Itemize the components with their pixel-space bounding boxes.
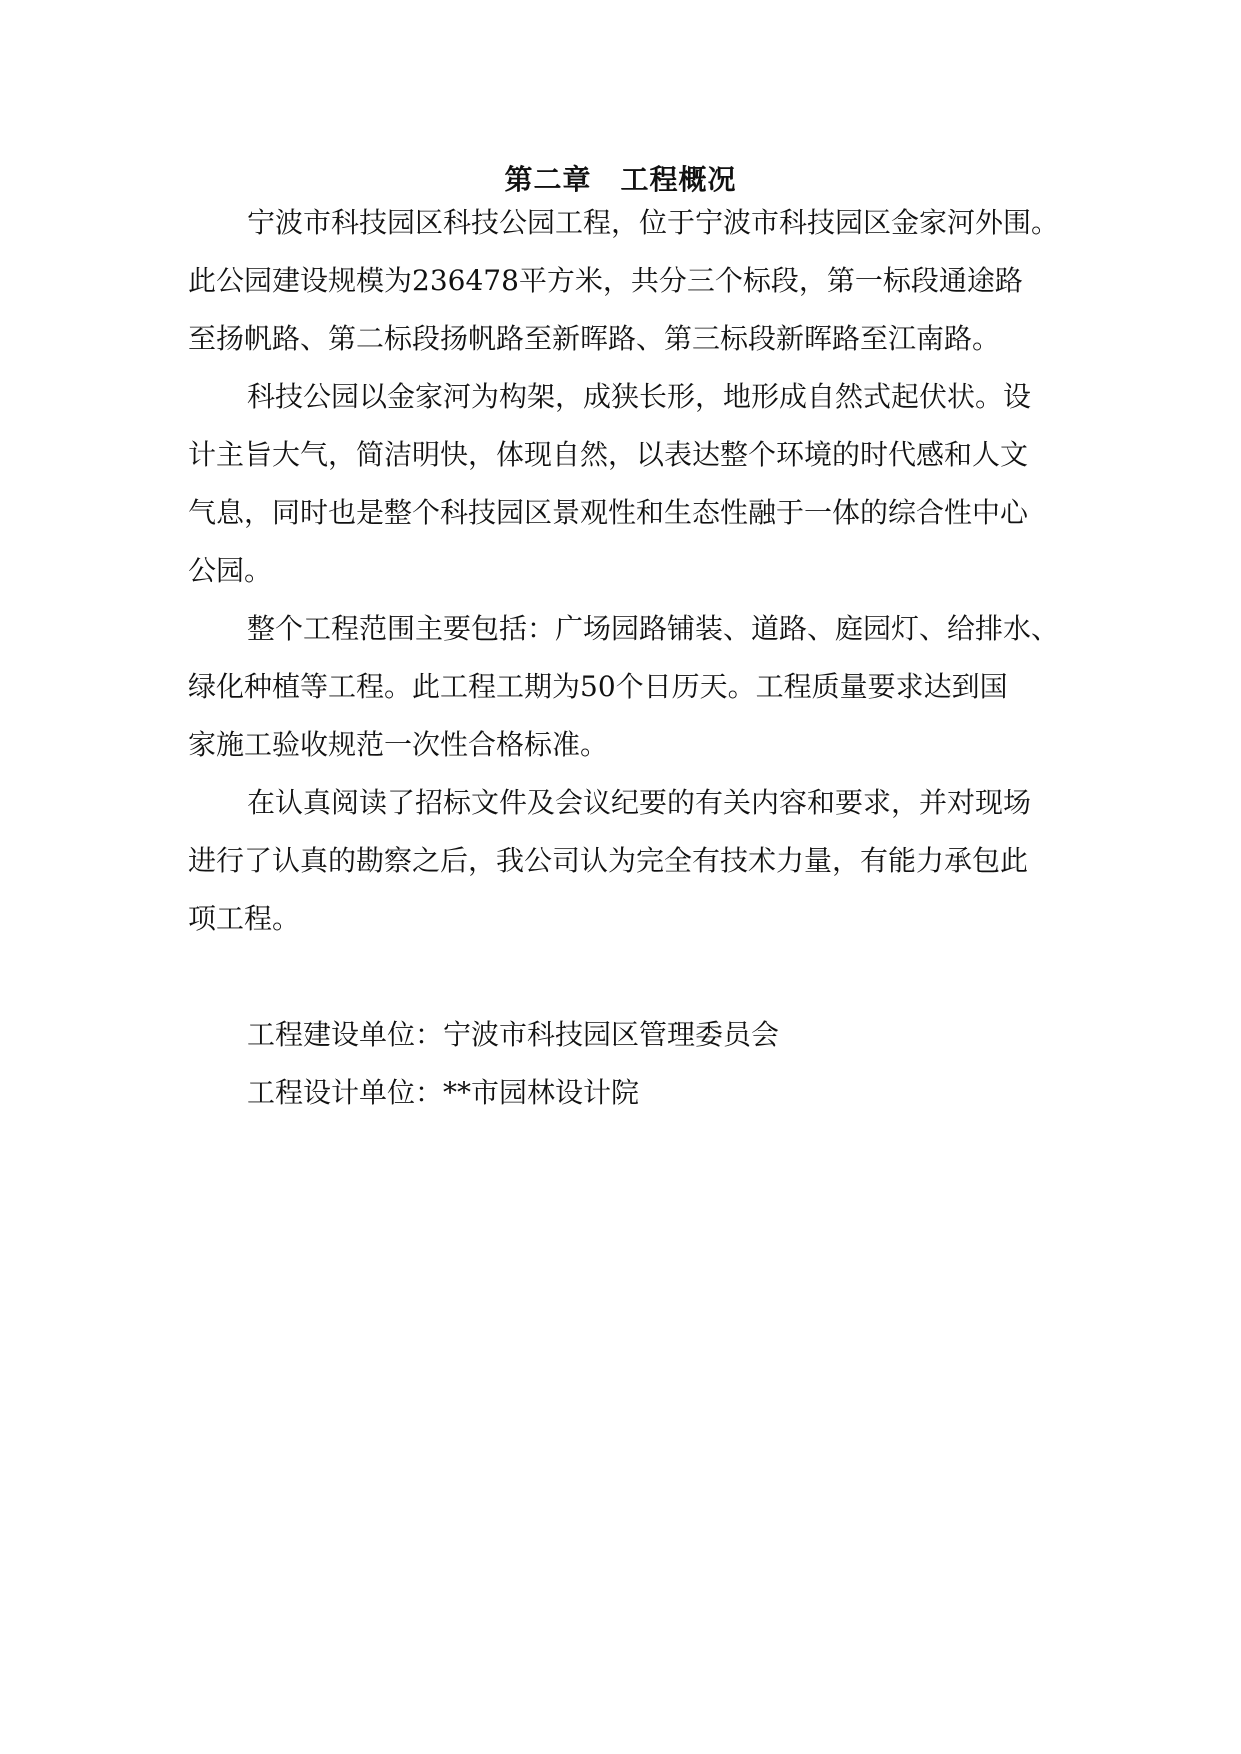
construction-unit: 工程建设单位：宁波市科技园区管理委员会 [247, 1018, 780, 1051]
paragraph-1-line-3: 至扬帆路、第二标段扬帆路至新晖路、第三标段新晖路至江南路。 [188, 322, 1001, 355]
paragraph-2-line-2: 计主旨大气，简洁明快，体现自然，以表达整个环境的时代感和人文 [188, 438, 1029, 471]
paragraph-4-line-3: 项工程。 [188, 902, 301, 935]
paragraph-3-line-2: 绿化种植等工程。此工程工期为50个日历天。工程质量要求达到国 [188, 670, 1008, 703]
paragraph-1-line-1: 宁波市科技园区科技公园工程，位于宁波市科技园区金家河外围。 [247, 206, 1060, 239]
paragraph-2-line-1: 科技公园以金家河为构架，成狭长形，地形成自然式起伏状。设 [247, 380, 1032, 413]
paragraph-4-line-2: 进行了认真的勘察之后，我公司认为完全有技术力量，有能力承包此 [188, 844, 1029, 877]
design-unit: 工程设计单位：**市园林设计院 [247, 1076, 640, 1109]
paragraph-4-line-1: 在认真阅读了招标文件及会议纪要的有关内容和要求，并对现场 [247, 786, 1032, 819]
paragraph-2-line-3: 气息，同时也是整个科技园区景观性和生态性融于一体的综合性中心 [188, 496, 1029, 529]
chapter-title: 第二章 工程概况 [504, 163, 737, 196]
paragraph-3-line-1: 整个工程范围主要包括：广场园路铺装、道路、庭园灯、给排水、 [247, 612, 1060, 645]
paragraph-2-line-4: 公园。 [188, 554, 273, 587]
paragraph-1-line-2: 此公园建设规模为236478平方米，共分三个标段，第一标段通途路 [188, 264, 1023, 297]
paragraph-3-line-3: 家施工验收规范一次性合格标准。 [188, 728, 609, 761]
